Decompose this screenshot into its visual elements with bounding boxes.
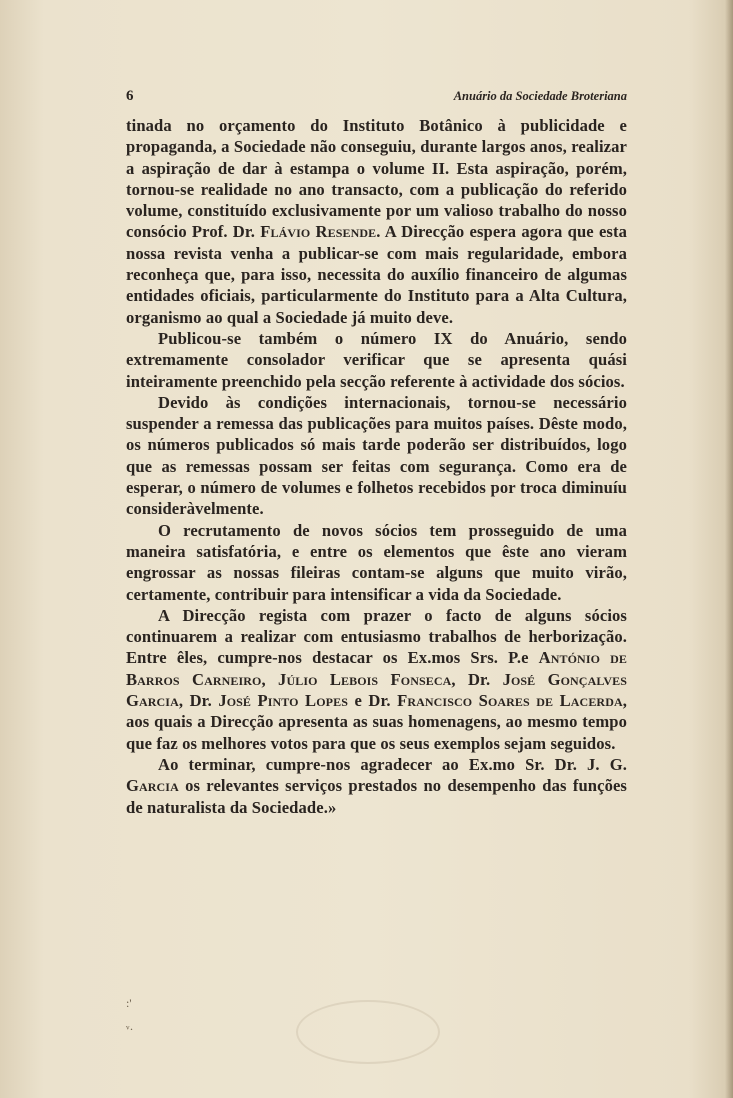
text-segment: tinada no orçamento do Instituto Botânico à publicidade e propaganda, a Sociedade não conseguiu, durante largos anos, realizar a aspiração de dar à estampa o volume II. Esta aspiração, porém, tornou-se realidade no ano transacto, com a publicação do referido volume, constituído exclusivamente por um valioso trabalho do nosso consócio Prof. Dr. xyxy=(126,116,627,242)
running-title: Anuário da Sociedade Broteriana xyxy=(453,89,627,103)
person-name: António de Barros Carneiro xyxy=(126,648,627,689)
text-segment: , xyxy=(261,669,279,689)
paragraph-5 xyxy=(126,605,627,754)
person-name: José Pinto Lopes xyxy=(218,691,348,711)
text-segment: . A Direcção espera agora que esta nossa revista venha a publicar-se com mais regularidade, embora reconheça que, para isso, necessita do auxílio financeiro de algumas entidades oficiais, particularmente do Instituto para a Alta Cultura, organismo ao qual a Sociedade já muito deve. xyxy=(126,222,627,327)
person-name: Francisco Soares de Lacerda xyxy=(397,691,623,711)
paragraph-3 xyxy=(126,392,627,520)
paragraph-6 xyxy=(126,754,627,818)
text-segment: O recrutamento de novos sócios tem prosseguido de uma maneira satisfatória, e entre os elementos que êste ano vieram engrossar as nossas fileiras contam-se alguns que muito virão, certamente, contribuir para intensificar a vida da Sociedade. xyxy=(126,520,627,604)
text-segment: Publicou-se também o número IX do Anuário, sendo extremamente consolador verificar que se apresenta quási inteiramente preenchido pela secção referente à actividade dos sócios. xyxy=(126,328,627,391)
paragraph-2 xyxy=(126,328,627,392)
margin-marks: :' ᵛ· xyxy=(126,996,134,1036)
person-name: Garcia xyxy=(126,776,179,796)
paragraph-4 xyxy=(126,520,627,605)
text-segment: , aos quais a Direcção apresenta as suas homenagens, ao mesmo tempo que faz os melhores votos para que os seus exemplos sejam seguidos. xyxy=(126,691,627,753)
paper-stain xyxy=(296,1000,440,1064)
text-segment: , Dr. xyxy=(178,691,219,711)
person-name: Flávio Resende xyxy=(260,222,377,242)
page-number: 6 xyxy=(126,88,134,104)
text-segment: Ao terminar, cumpre-nos agradecer ao Ex.mo Sr. Dr. J. G. xyxy=(158,754,627,774)
text-segment: Devido às condições internacionais, tornou-se necessário suspender a remessa das publicações para muitos países. Dêste modo, os números publicados só mais tarde poderão ser distribuídos, logo que as remessas possam ser feitas com segurança. Como era de esperar, o número de volumes e folhetos recebidos por troca diminuíu consideràvelmente. xyxy=(126,392,627,519)
body-text xyxy=(126,115,627,818)
person-name: José Gonçalves Garcia xyxy=(126,669,627,711)
page-edge-shadow xyxy=(725,0,733,1098)
paragraph-1 xyxy=(126,115,627,328)
text-segment: e Dr. xyxy=(347,691,398,711)
person-name: Júlio Lebois Fonseca xyxy=(278,669,452,689)
page-header xyxy=(126,88,627,105)
text-segment: A Direcção regista com prazer o facto de alguns sócios continuarem a realizar com entusiasmo trabalhos de herborização. Entre êles, cumpre-nos destacar os Ex.mos Srs. P.e xyxy=(126,605,627,668)
text-segment: , Dr. xyxy=(451,669,503,689)
text-segment: os relevantes serviços prestados no desempenho das funções de naturalista da Sociedade.» xyxy=(126,776,627,817)
